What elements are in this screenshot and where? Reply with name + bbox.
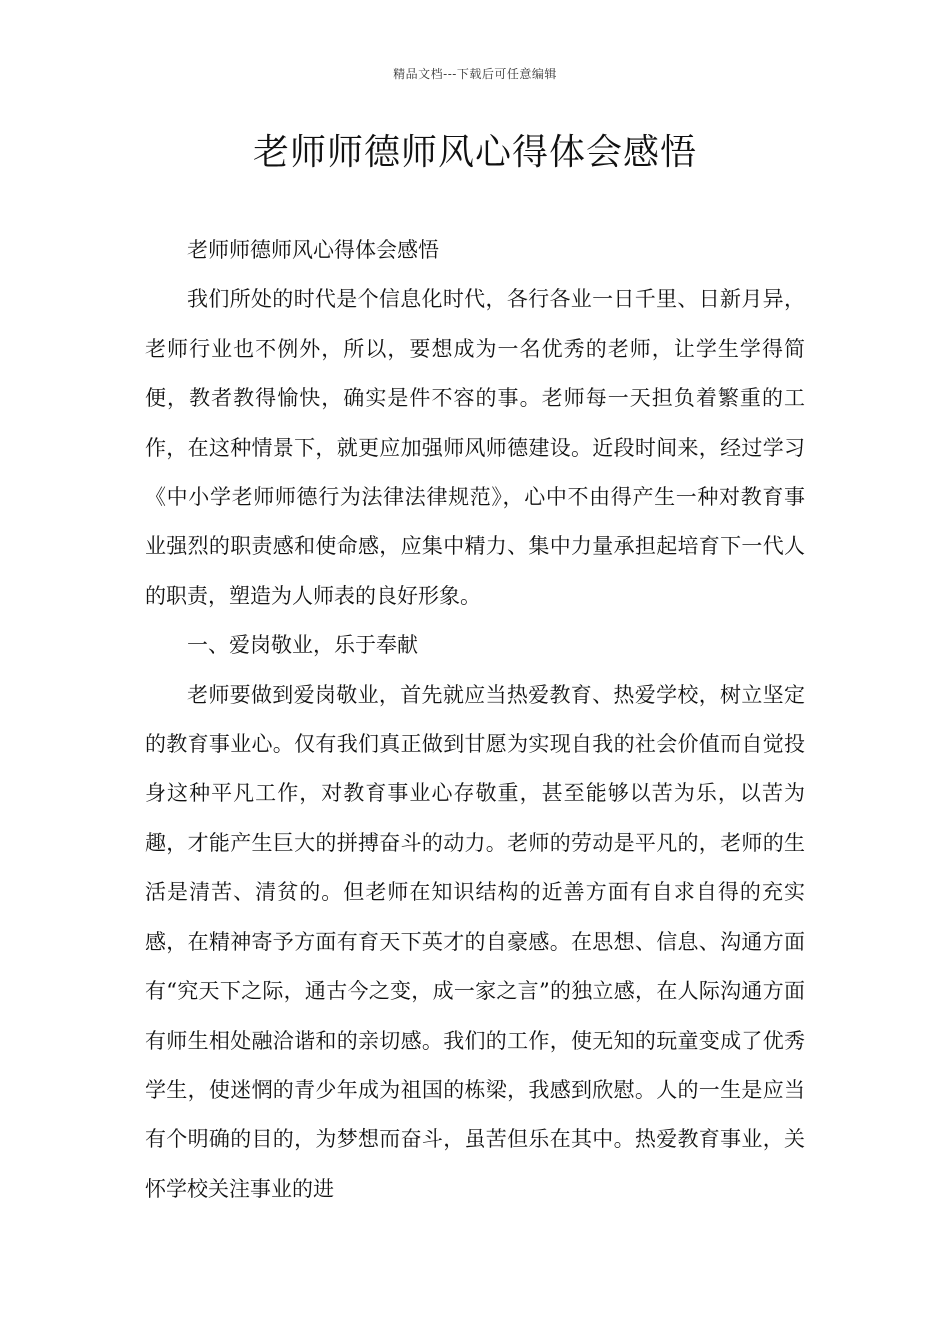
intro-paragraph: 我们所处的时代是个信息化时代，各行各业一日千里、日新月异，老师行业也不例外，所以，要想成为一名优秀的老师，让学生学得简便，教者教得愉快，确实是件不容的事。老师每一天担负着繁重的工作，在这种情景下，就更应加强师风师德建设。近段时间来，经过学习《中小学老师师德行为法律法律规范》，心中不由得产生一种对教育事业强烈的职责感和使命感，应集中精力、集中力量承担起培育下一代人的职责，塑造为人师表的良好形象。: [145, 287, 805, 608]
section-heading: 一、爱岗敬业，乐于奉献: [187, 633, 418, 658]
section-paragraph: 老师要做到爱岗敬业，首先就应当热爱教育、热爱学校，树立坚定的教育事业心。仅有我们真正做到甘愿为实现自我的社会价值而自觉投身这种平凡工作，对教育事业心存敬重，甚至能够以苦为乐，以苦为趣，才能产生巨大的拼搏奋斗的动力。老师的劳动是平凡的，老师的生活是清苦、清贫的。但老师在知识结构的近善方面有自求自得的充实感，在精神寄予方面有育天下英才的自豪感。在思想、信息、沟通方面有“究天下之际，通古今之变，成一家之言”的独立感，在人际沟通方面有师生相处融洽谐和的亲切感。我们的工作，使无知的玩童变成了优秀学生，使迷惘的青少年成为祖国的栋梁，我感到欣慰。人的一生是应当有个明确的目的，为梦想而奋斗，虽苦但乐在其中。热爱教育事业，关怀学校关注事业的进: [145, 682, 805, 1201]
header-note: 精品文档---下载后可任意编辑: [393, 67, 557, 81]
document-body: [145, 226, 805, 1214]
document-title: 老师师德师风心得体会感悟: [252, 132, 697, 173]
subtitle-paragraph: 老师师德师风心得体会感悟: [187, 238, 439, 262]
